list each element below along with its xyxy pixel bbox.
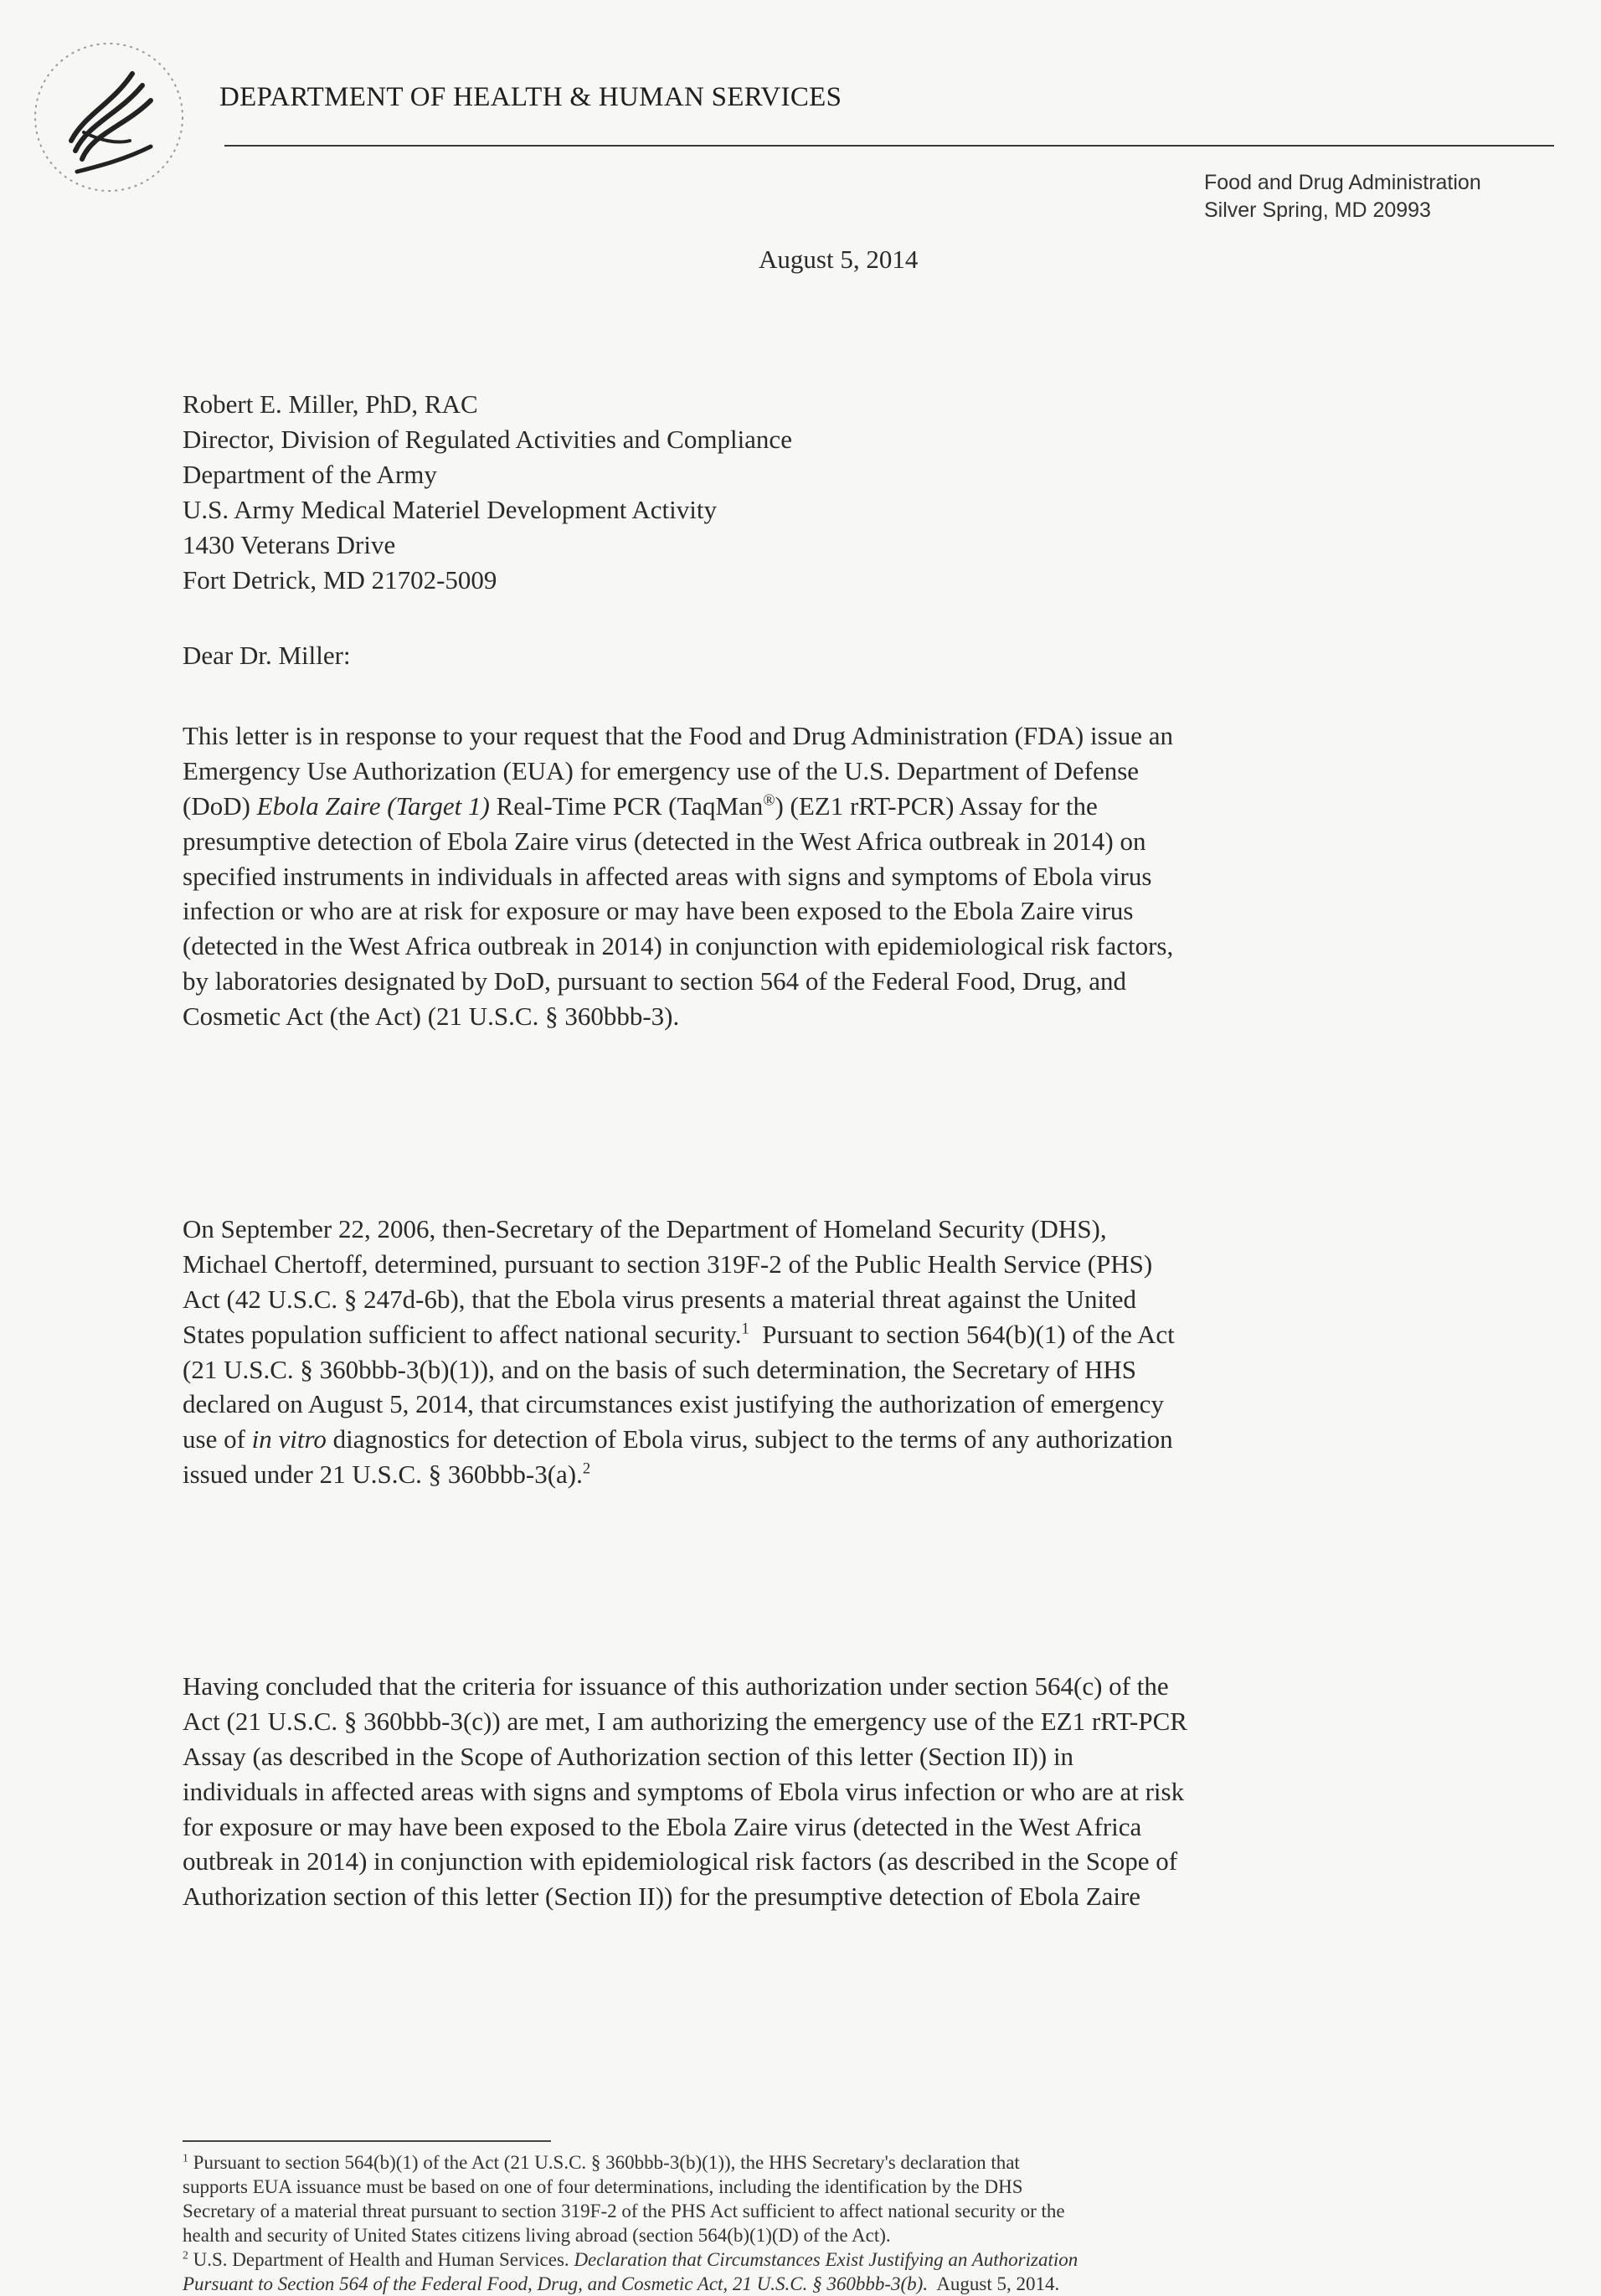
declaration-title-italic: Declaration that Circumstances Exist Justifying an Authorization (574, 2249, 1078, 2270)
footnote-1-line: supports EUA issuance must be based on one of four determinations, including the identification by the DHS (183, 2176, 1023, 2197)
hhs-seal-logo (25, 33, 193, 201)
registered-mark: ® (763, 791, 775, 810)
footnote-separator (183, 2140, 551, 2142)
footnote-marker: 1 (183, 2151, 188, 2165)
text-run: (DoD) (183, 790, 257, 821)
footnote-1-line (183, 2150, 1422, 2175)
text-run: States population sufficient to affect national security. (183, 1319, 742, 1349)
text-line (183, 789, 1423, 824)
text-line: This letter is in response to your request that the Food and Drug Administration (FDA) issue an (183, 721, 1173, 750)
text-run: August 5, 2014. (928, 2273, 1060, 2294)
paragraph-authorization (183, 1669, 1423, 1914)
recipient-city: Fort Detrick, MD 21702-5009 (183, 565, 497, 595)
footnote-ref-2: 2 (582, 1459, 591, 1478)
letterhead-rule (224, 145, 1554, 147)
text-line: Authorization section of this letter (Section II)) for the presumptive detection of Ebola Zaire (183, 1882, 1141, 1912)
paragraph-determination (183, 1212, 1423, 1492)
salutation: Dear Dr. Miller: (183, 641, 351, 670)
text-line (183, 1317, 1423, 1352)
text-line: On September 22, 2006, then-Secretary of the Department of Homeland Security (DHS), (183, 1214, 1107, 1243)
text-line: Assay (as described in the Scope of Authorization section of this letter (Section II)) in (183, 1741, 1074, 1771)
recipient-organization: U.S. Army Medical Materiel Development Activity (183, 495, 717, 524)
footnote-marker: 2 (183, 2248, 188, 2262)
recipient-street: 1430 Veterans Drive (183, 530, 396, 559)
text-line: for exposure or may have been exposed to the Ebola Zaire virus (detected in the West Africa (183, 1811, 1142, 1841)
recipient-address (183, 387, 792, 598)
text-run: U.S. Department of Health and Human Services. (188, 2249, 574, 2270)
footnote-2-line (183, 2272, 1422, 2296)
text-line (183, 1422, 1423, 1457)
recipient-title: Director, Division of Regulated Activities and Compliance (183, 425, 792, 454)
paragraph-request (183, 718, 1423, 1034)
footnote-ref-1: 1 (741, 1320, 749, 1338)
text-line: individuals in affected areas with signs and symptoms of Ebola virus infection or who are at risk (183, 1776, 1185, 1806)
text-line: (detected in the West Africa outbreak in 2014) in conjunction with epidemiological risk factors, (183, 931, 1174, 961)
assay-name-italic: Ebola Zaire (Target 1) (256, 790, 490, 821)
text-run: Real-Time PCR (TaqMan (489, 790, 764, 821)
text-line: Emergency Use Authorization (EUA) for emergency use of the U.S. Department of Defense (183, 755, 1140, 785)
recipient-department: Department of the Army (183, 460, 437, 489)
text-run: issued under 21 U.S.C. § 360bbb-3(a). (183, 1459, 583, 1490)
footnote-2-line (183, 2247, 1422, 2272)
text-run: Pursuant to section 564(b)(1) of the Act (749, 1319, 1175, 1349)
text-run: diagnostics for detection of Ebola virus, subject to the terms of any authorization (326, 1424, 1173, 1454)
footnote-1-line: Secretary of a material threat pursuant to section 319F-2 of the PHS Act sufficient to affect national security or the (183, 2201, 1065, 2221)
text-line: by laboratories designated by DoD, pursuant to section 564 of the Federal Food, Drug, and (183, 966, 1126, 996)
letter-date: August 5, 2014 (759, 245, 919, 274)
footnote-1-line: health and security of United States citizens living abroad (section 564(b)(1)(D) of the Act). (183, 2225, 891, 2246)
text-line: presumptive detection of Ebola Zaire virus (detected in the West Africa outbreak in 2014) on (183, 826, 1146, 856)
text-line: Act (21 U.S.C. § 360bbb-3(c)) are met, I am authorizing the emergency use of the EZ1 rRT-PCR (183, 1706, 1187, 1736)
agency-block (1204, 169, 1481, 224)
text-line: Michael Chertoff, determined, pursuant to section 319F-2 of the Public Health Service (PHS) (183, 1248, 1153, 1279)
text-line: specified instruments in individuals in affected areas with signs and symptoms of Ebola virus (183, 861, 1152, 891)
department-title: DEPARTMENT OF HEALTH & HUMAN SERVICES (219, 82, 842, 112)
recipient-name: Robert E. Miller, PhD, RAC (183, 389, 478, 419)
in-vitro-italic: in vitro (251, 1424, 327, 1454)
text-run: Pursuant to section 564(b)(1) of the Act (21 U.S.C. § 360bbb-3(b)(1)), the HHS Secretary's declaration that (188, 2152, 1020, 2173)
text-run: ) (EZ1 rRT-PCR) Assay for the (775, 790, 1098, 821)
footnotes (183, 2150, 1422, 2296)
text-line: Having concluded that the criteria for issuance of this authorization under section 564(c) of the (183, 1671, 1169, 1701)
text-line: Cosmetic Act (the Act) (21 U.S.C. § 360bbb-3). (183, 1001, 680, 1032)
agency-name: Food and Drug Administration (1204, 171, 1481, 194)
text-line: outbreak in 2014) in conjunction with epidemiological risk factors (as described in the Scope of (183, 1846, 1178, 1876)
text-run: use of (183, 1424, 252, 1454)
agency-location: Silver Spring, MD 20993 (1204, 198, 1431, 222)
text-line (183, 1457, 1423, 1492)
text-line: Act (42 U.S.C. § 247d-6b), that the Ebola virus presents a material threat against the United (183, 1284, 1136, 1314)
declaration-title-italic: Pursuant to Section 564 of the Federal Food, Drug, and Cosmetic Act, 21 U.S.C. § 360bbb-3(b). (183, 2273, 929, 2294)
text-line: (21 U.S.C. § 360bbb-3(b)(1)), and on the basis of such determination, the Secretary of HHS (183, 1354, 1137, 1384)
text-line: declared on August 5, 2014, that circumstances exist justifying the authorization of emergency (183, 1389, 1164, 1419)
text-line: infection or who are at risk for exposure or may have been exposed to the Ebola Zaire virus (183, 896, 1134, 926)
